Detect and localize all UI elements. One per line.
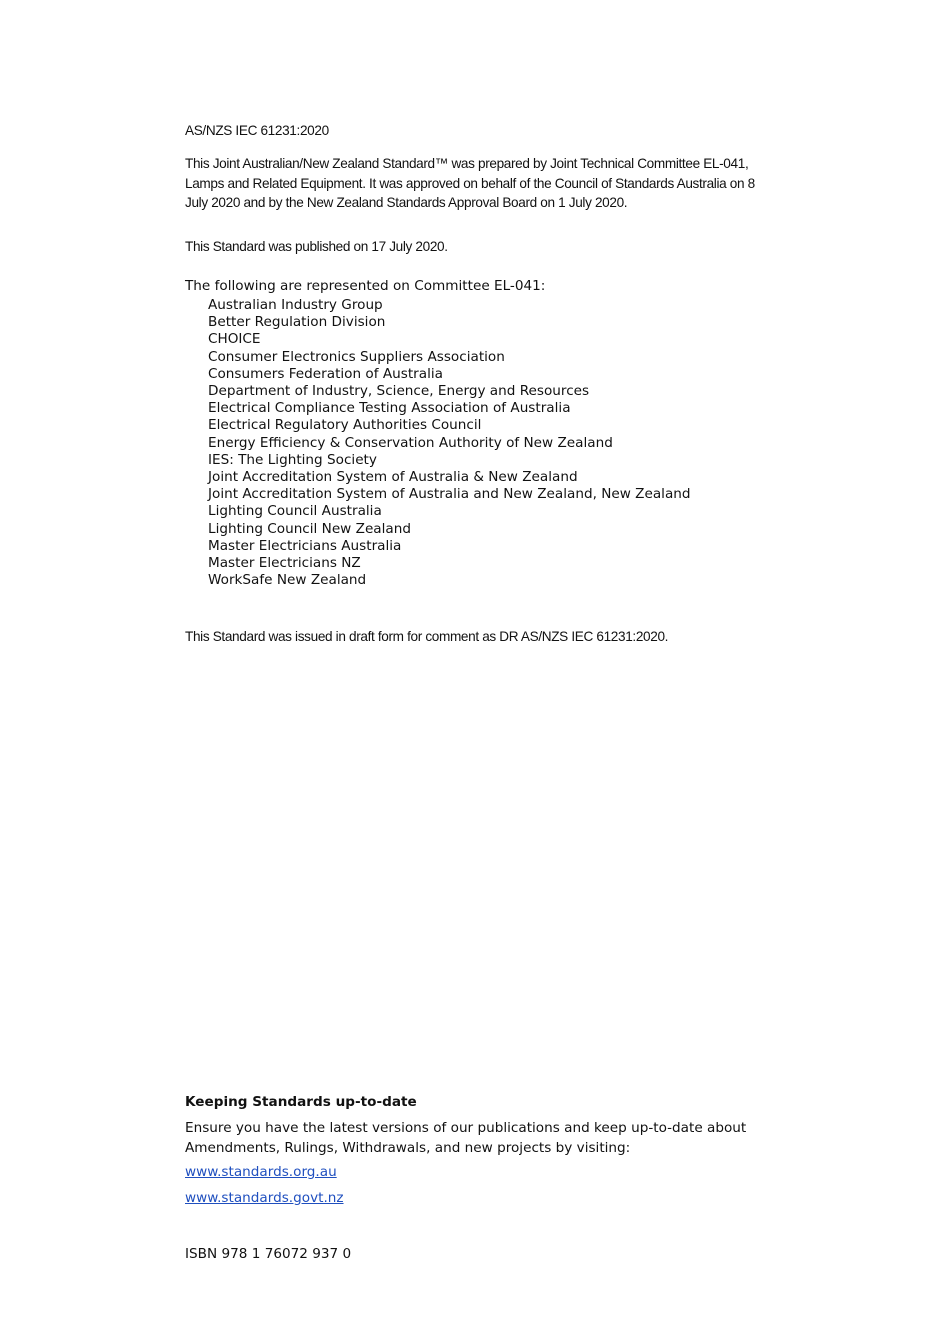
committee-member: Consumers Federation of Australia [208, 365, 443, 382]
committee-member: Electrical Compliance Testing Association of Australia [208, 400, 571, 417]
draft-form-note: This Standard was issued in draft form for comment as DR AS/NZS IEC 61231:2020. [185, 629, 669, 644]
publication-date-note: This Standard was published on 17 July 2020. [185, 239, 448, 254]
standards-nz-link[interactable]: www.standards.govt.nz [185, 1190, 344, 1206]
standards-au-link-line [185, 1163, 337, 1183]
standards-nz-link-line [185, 1189, 344, 1209]
committee-member: CHOICE [208, 331, 261, 348]
committee-member: Electrical Regulatory Authorities Council [208, 417, 482, 434]
committee-member: Australian Industry Group [208, 297, 383, 313]
uptodate-heading: Keeping Standards up-to-date [185, 1094, 417, 1110]
isbn: ISBN 978 1 76072 937 0 [185, 1246, 352, 1262]
committee-member: Master Electricians Australia [208, 537, 402, 554]
committee-member: IES: The Lighting Society [208, 451, 377, 468]
committee-member: Consumer Electronics Suppliers Association [208, 348, 505, 365]
committee-member: Better Regulation Division [208, 314, 386, 331]
committee-member: Joint Accreditation System of Australia & New Zealand [208, 469, 578, 486]
committee-member-list [208, 297, 691, 589]
preparation-paragraph: This Joint Australian/New Zealand Standard™ was prepared by Joint Technical Committee EL-041, Lamps and Related Equipment. It was approved on behalf of the Council of Standards Australia on 8 July 2020 and by the New Zealand Standards Approval Board on 1 July 2020. [185, 156, 755, 210]
standard-identifier: AS/NZS IEC 61231:2020 [185, 123, 329, 138]
committee-member: Department of Industry, Science, Energy and Resources [208, 383, 590, 400]
committee-member: Lighting Council Australia [208, 503, 382, 520]
committee-member: Joint Accreditation System of Australia and New Zealand, New Zealand [208, 486, 691, 503]
committee-intro: The following are represented on Committee EL-041: [185, 278, 546, 294]
committee-member: WorkSafe New Zealand [208, 572, 367, 589]
committee-member: Lighting Council New Zealand [208, 520, 411, 537]
committee-member: Master Electricians NZ [208, 555, 361, 572]
uptodate-body: Ensure you have the latest versions of our publications and keep up-to-date about Amendments, Rulings, Withdrawals, and new projects by visiting: [185, 1120, 747, 1156]
committee-member: Energy Efficiency & Conservation Authority of New Zealand [208, 434, 613, 451]
standards-australia-link[interactable]: www.standards.org.au [185, 1164, 337, 1180]
